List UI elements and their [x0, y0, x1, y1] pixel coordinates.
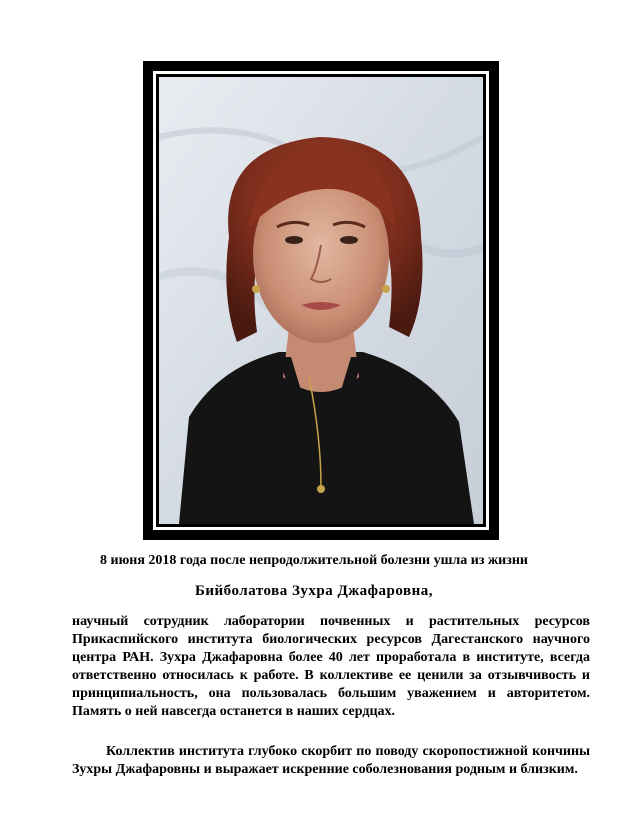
person-name: Бийболатова Зухра Джафаровна, [194, 583, 434, 599]
condolence-paragraph: Коллектив института глубоко скорбит по поводу скоропостижной кончины Зухры Джафаровны и выражает искренние соболезнования родным и близким. [72, 744, 590, 777]
bio-paragraph: научный сотрудник лаборатории почвенных и растительных ресурсов Прикаспийского института биологических ресурсов Дагестанского научного центра РАН. Зухра Джафаровна более 40 лет проработала в институте, всегда ответственно относилась к работе. В коллективе ее ценили за отзывчивость и принципиальность, она пользовалась большим уважением и авторитетом. Память о ней навсегда останется в наших сердцах. [72, 614, 590, 719]
memorial-photo-frame [143, 61, 499, 540]
portrait-photo [159, 77, 483, 524]
photo-inner-border [153, 71, 489, 530]
intro-text: 8 июня 2018 года после непродолжительной болезни ушла из жизни [100, 553, 528, 568]
